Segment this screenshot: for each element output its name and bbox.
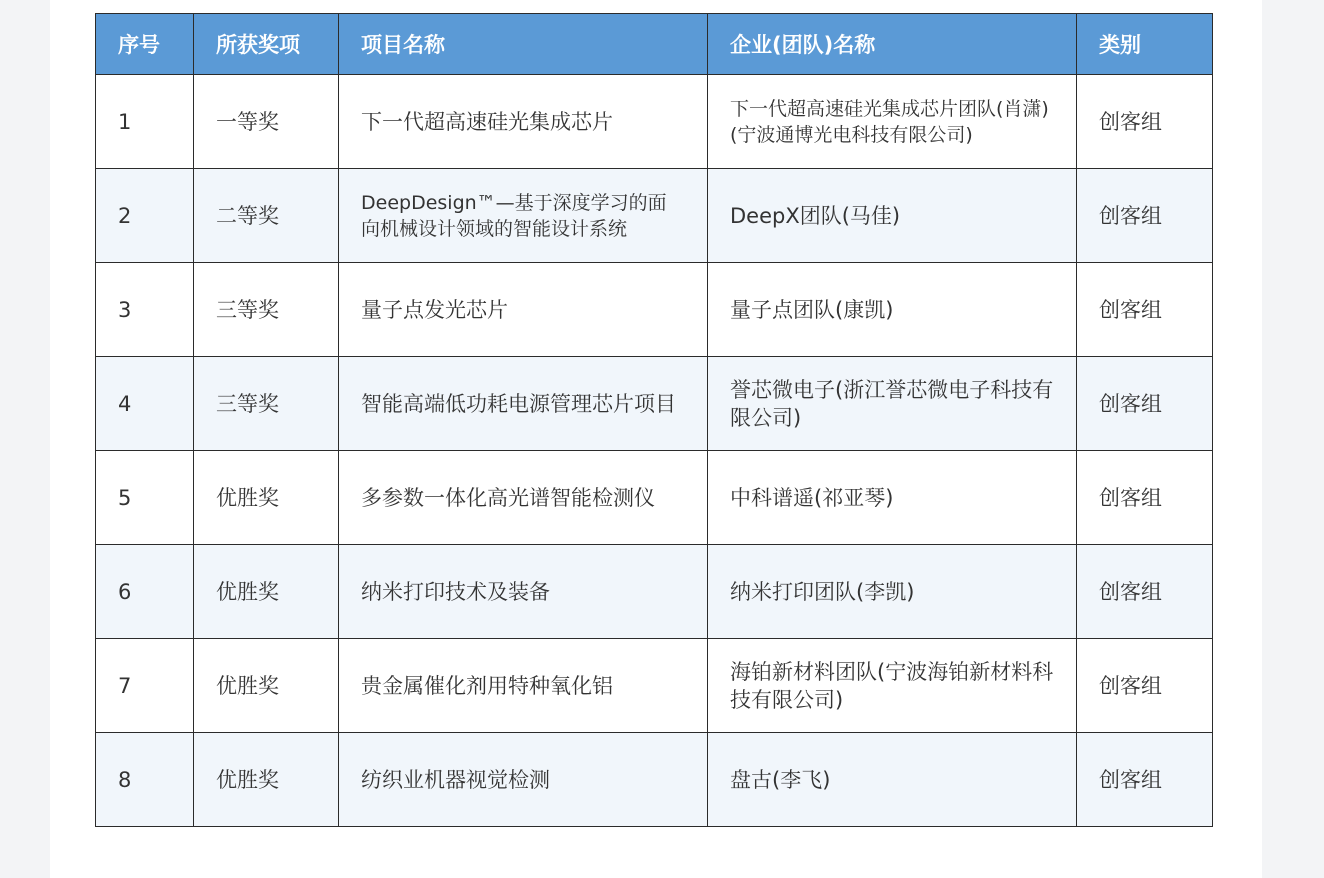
cell-team: 量子点团队(康凯) bbox=[708, 263, 1077, 357]
header-project-name: 项目名称 bbox=[339, 14, 708, 75]
cell-team: 下一代超高速硅光集成芯片团队(肖潇)(宁波通博光电科技有限公司) bbox=[708, 75, 1077, 169]
cell-serial: 5 bbox=[96, 451, 194, 545]
cell-serial: 7 bbox=[96, 639, 194, 733]
table-row bbox=[96, 169, 1213, 263]
cell-project: 贵金属催化剂用特种氧化铝 bbox=[339, 639, 708, 733]
cell-award: 优胜奖 bbox=[194, 451, 339, 545]
table-row bbox=[96, 639, 1213, 733]
header-row bbox=[96, 14, 1213, 75]
cell-project: 纺织业机器视觉检测 bbox=[339, 733, 708, 827]
cell-team: 海铂新材料团队(宁波海铂新材料科技有限公司) bbox=[708, 639, 1077, 733]
cell-team: DeepX团队(马佳) bbox=[708, 169, 1077, 263]
cell-category: 创客组 bbox=[1077, 451, 1213, 545]
cell-category: 创客组 bbox=[1077, 639, 1213, 733]
cell-award: 三等奖 bbox=[194, 357, 339, 451]
cell-award: 二等奖 bbox=[194, 169, 339, 263]
cell-project: 多参数一体化高光谱智能检测仪 bbox=[339, 451, 708, 545]
cell-award: 一等奖 bbox=[194, 75, 339, 169]
cell-project: 智能高端低功耗电源管理芯片项目 bbox=[339, 357, 708, 451]
table-row bbox=[96, 357, 1213, 451]
cell-category: 创客组 bbox=[1077, 75, 1213, 169]
table-row bbox=[96, 733, 1213, 827]
cell-project: 下一代超高速硅光集成芯片 bbox=[339, 75, 708, 169]
cell-category: 创客组 bbox=[1077, 733, 1213, 827]
cell-team: 纳米打印团队(李凯) bbox=[708, 545, 1077, 639]
cell-project: 量子点发光芯片 bbox=[339, 263, 708, 357]
cell-serial: 8 bbox=[96, 733, 194, 827]
cell-category: 创客组 bbox=[1077, 169, 1213, 263]
header-team-name: 企业(团队)名称 bbox=[708, 14, 1077, 75]
awards-table bbox=[95, 13, 1213, 827]
table-header bbox=[96, 14, 1213, 75]
cell-team: 中科谱遥(祁亚琴) bbox=[708, 451, 1077, 545]
article-page bbox=[50, 0, 1262, 878]
table-row bbox=[96, 75, 1213, 169]
cell-category: 创客组 bbox=[1077, 263, 1213, 357]
cell-serial: 3 bbox=[96, 263, 194, 357]
cell-serial: 1 bbox=[96, 75, 194, 169]
cell-award: 优胜奖 bbox=[194, 639, 339, 733]
cell-category: 创客组 bbox=[1077, 545, 1213, 639]
header-serial: 序号 bbox=[96, 14, 194, 75]
cell-project: DeepDesign™—基于深度学习的面向机械设计领域的智能设计系统 bbox=[339, 169, 708, 263]
cell-serial: 6 bbox=[96, 545, 194, 639]
cell-project: 纳米打印技术及装备 bbox=[339, 545, 708, 639]
header-category: 类别 bbox=[1077, 14, 1213, 75]
table-row bbox=[96, 451, 1213, 545]
cell-serial: 4 bbox=[96, 357, 194, 451]
header-award: 所获奖项 bbox=[194, 14, 339, 75]
cell-category: 创客组 bbox=[1077, 357, 1213, 451]
cell-serial: 2 bbox=[96, 169, 194, 263]
cell-award: 三等奖 bbox=[194, 263, 339, 357]
table-row bbox=[96, 545, 1213, 639]
cell-team: 誉芯微电子(浙江誉芯微电子科技有限公司) bbox=[708, 357, 1077, 451]
cell-team: 盘古(李飞) bbox=[708, 733, 1077, 827]
cell-award: 优胜奖 bbox=[194, 733, 339, 827]
table-row bbox=[96, 263, 1213, 357]
cell-award: 优胜奖 bbox=[194, 545, 339, 639]
table-body bbox=[96, 75, 1213, 827]
